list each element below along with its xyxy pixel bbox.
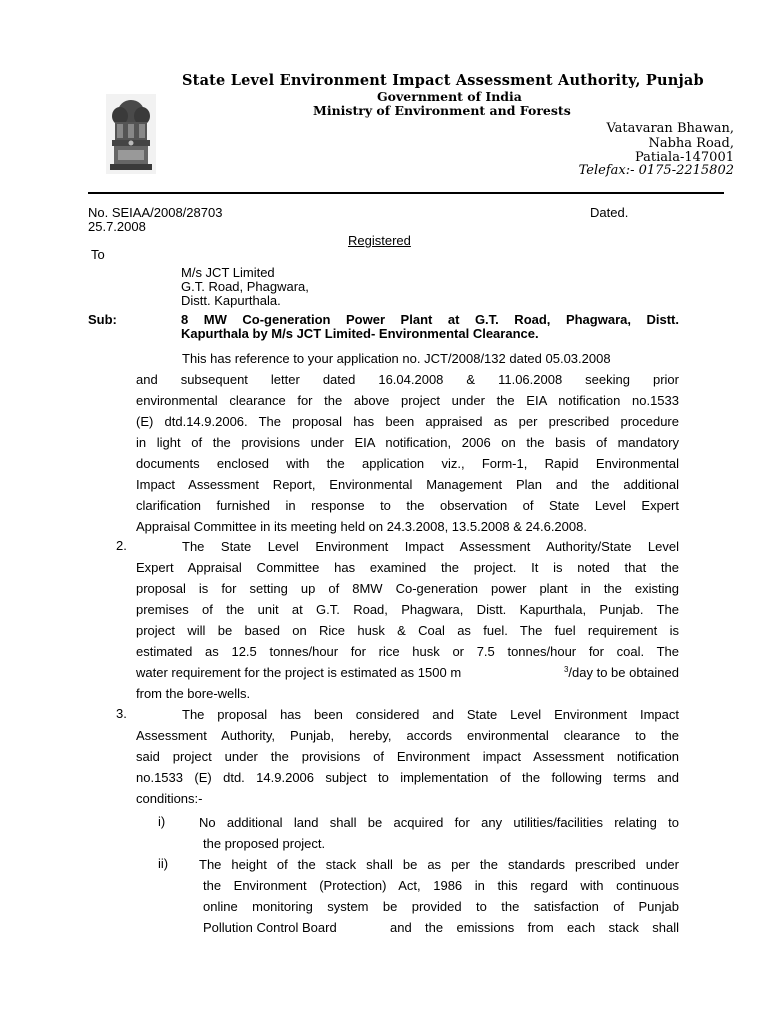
subject-line: 8 MW Co-generation Power Plant at G.T. Road, Phagwara, Distt. — [181, 312, 679, 327]
address-line: Vatavaran Bhawan, — [606, 121, 734, 136]
paragraph-number: 2. — [116, 538, 127, 553]
paragraph-line: environmental clearance for the above project under the EIA notification no.1533 — [136, 393, 679, 408]
address-line: Patiala-147001 — [635, 150, 734, 165]
water-text-after: /day to be obtained — [568, 665, 679, 680]
ministry-line: Ministry of Environment and Forests — [313, 103, 571, 118]
condition-marker: i) — [158, 814, 166, 829]
paragraph-line: The proposal has been considered and State Level Environment Impact — [182, 707, 679, 722]
addressee-line: Distt. Kapurthala. — [181, 293, 281, 308]
paragraph-line: This has reference to your application no. JCT/2008/132 dated 05.03.2008 — [182, 351, 611, 366]
paragraph-line: and subsequent letter dated 16.04.2008 & 11.06.2008 seeking prior — [136, 372, 679, 387]
letter-number: No. SEIAA/2008/28703 — [88, 205, 223, 220]
telefax: Telefax:- 0175-2215802 — [578, 163, 734, 178]
condition-line-end: and the emissions from each stack shall — [390, 920, 679, 935]
government-line: Government of India — [377, 89, 522, 104]
water-requirement-tail — [136, 662, 679, 683]
dispatch-mode: Registered — [348, 233, 411, 248]
address-line: Nabha Road, — [648, 136, 734, 151]
to-label: To — [91, 247, 105, 262]
addressee-line: G.T. Road, Phagwara, — [181, 279, 309, 294]
condition-line-start: Pollution Control Board — [203, 920, 337, 935]
paragraph-line: no.1533 (E) dtd. 14.9.2006 subject to implementation of the following terms and — [136, 770, 679, 785]
paragraph-line: in light of the provisions under EIA notification, 2006 on the basis of mandatory — [136, 435, 679, 450]
paragraph-line: said project under the provisions of Environment impact Assessment notification — [136, 749, 679, 764]
paragraph-line: estimated as 12.5 tonnes/hour for rice husk or 7.5 tonnes/hour for coal. The — [136, 644, 679, 659]
condition-marker: ii) — [158, 856, 169, 871]
paragraph-line: documents enclosed with the application viz., Form-1, Rapid Environmental — [136, 456, 679, 471]
paragraph-number: 3. — [116, 706, 127, 721]
condition-line: The height of the stack shall be as per the standards prescribed under — [199, 857, 679, 872]
subject-line: Kapurthala by M/s JCT Limited- Environmental Clearance. — [181, 326, 539, 341]
paragraph-line: Expert Appraisal Committee has examined the project. It is noted that the — [136, 560, 679, 575]
paragraph-line: clarification furnished in response to the observation of State Level Expert — [136, 498, 679, 513]
paragraph-line: Appraisal Committee in its meeting held on 24.3.2008, 13.5.2008 & 24.6.2008. — [136, 519, 587, 534]
water-text-before: water requirement for the project is estimated as 1500 m — [136, 665, 462, 680]
paragraph-line: project will be based on Rice husk & Coal as fuel. The fuel requirement is — [136, 623, 679, 638]
condition-line: No additional land shall be acquired for any utilities/facilities relating to — [199, 815, 679, 830]
letter-date: 25.7.2008 — [88, 219, 146, 234]
authority-title: State Level Environment Impact Assessment Authority, Punjab — [182, 72, 704, 89]
paragraph-line: proposal is for setting up of 8MW Co-generation power plant in the existing — [136, 581, 679, 596]
condition-line: online monitoring system be provided to the satisfaction of Punjab — [203, 899, 679, 914]
condition-line: the proposed project. — [203, 836, 326, 851]
paragraph-line: premises of the unit at G.T. Road, Phagwara, Distt. Kapurthala, Punjab. The — [136, 602, 679, 617]
paragraph-line: conditions:- — [136, 791, 203, 806]
superscript-three: 3 — [563, 665, 569, 674]
paragraph-line: Assessment Authority, Punjab, hereby, accords environmental clearance to the — [136, 728, 679, 743]
dated-label: Dated. — [590, 205, 629, 220]
paragraph-line: (E) dtd.14.9.2006. The proposal has been appraised as per prescribed procedure — [136, 414, 679, 429]
condition-line: the Environment (Protection) Act, 1986 in this regard with continuous — [203, 878, 679, 893]
paragraph-line: from the bore-wells. — [136, 686, 251, 701]
state-emblem-icon — [106, 94, 156, 174]
header-divider — [88, 192, 724, 194]
addressee-line: M/s JCT Limited — [181, 265, 275, 280]
subject-label: Sub: — [88, 312, 117, 327]
paragraph-line: The State Level Environment Impact Assessment Authority/State Level — [182, 539, 679, 554]
paragraph-line: Impact Assessment Report, Environmental Management Plan and the additional — [136, 477, 679, 492]
